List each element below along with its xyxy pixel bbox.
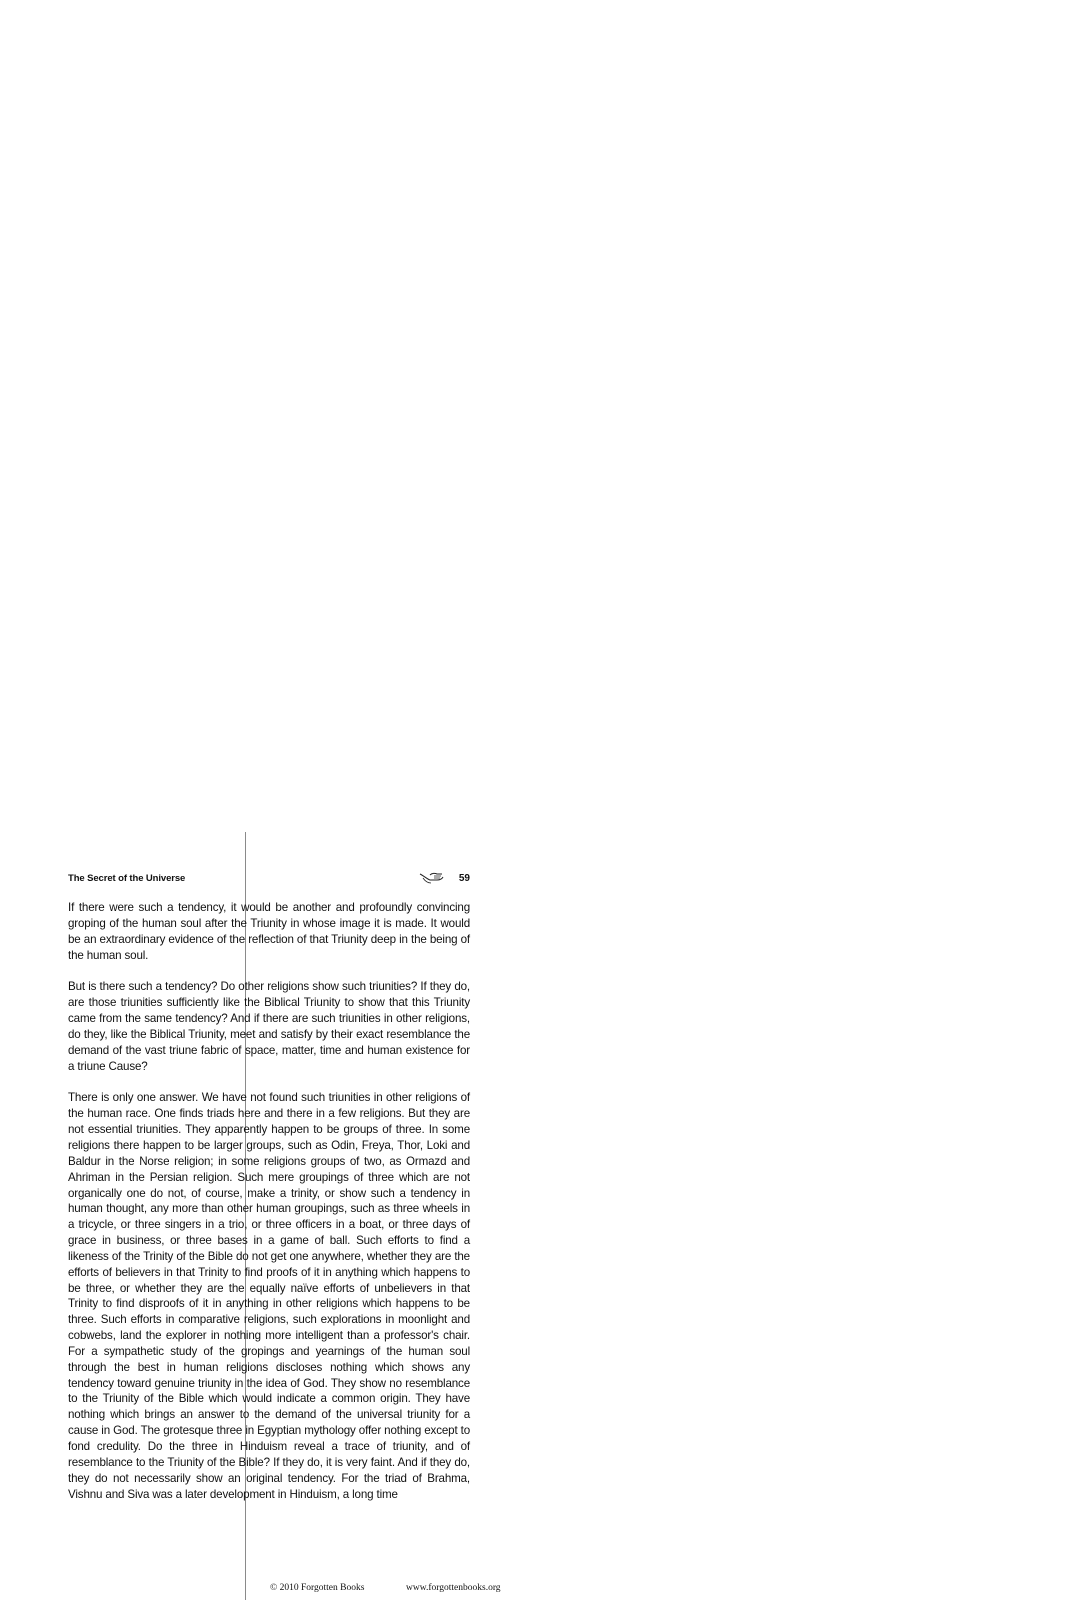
body-paragraph: But is there such a tendency? Do other religions show such triunities? If they do, are those triunities sufficiently like the Biblical Triunity to show that this Triunity came from the same tendency? And if there are such triunities in other religions, do they, like the Biblical Triunity, meet and satisfy by their exact resemblance the demand of the vast triune fabric of space, matter, time and human existence for a triune Cause? — [68, 980, 470, 1073]
footer-url: www.forgottenbooks.org — [406, 1583, 501, 1593]
pointing-hand-icon — [419, 871, 445, 885]
book-page — [68, 870, 470, 1518]
running-head-right — [419, 871, 470, 885]
running-title: The Secret of the Universe — [68, 872, 186, 884]
page-number: 59 — [458, 872, 470, 884]
footer-copyright: © 2010 Forgotten Books — [270, 1583, 365, 1593]
body-paragraph: There is only one answer. We have not found such triunities in other religions of the human race. One finds triads here and there in a few religions. But they are not essential triunities. They apparently happen to be groups of three. In some religions there happen to be larger groups, such as Odin, Freya, Thor, Loki and Baldur in the Norse religion; in some religions groups of two, as Ormazd and Ahriman in the Persian religion. Such mere groupings of three which are not organically one do not, of course, make a trinity, or show such a tendency in human thought, any more than other human groupings, such as three wheels in a tricycle, or three singers in a trio, or three officers in a boat, or three days of grace in business, or three bases in a game of ball. Such efforts to find a likeness of the Trinity of the Bible do not get one anywhere, whether they are the efforts of believers in that Trinity to find proofs of it in anything which happens to be three, or whether they are the equally naïve efforts of unbelievers in that Trinity to find disproofs of it in anything in other religions which happens to be three. Such efforts in comparative religions, such explorations in moonlight and cobwebs, land the explorer in nothing more intelligent than a professor's chair. For a sympathetic study of the gropings and yearnings of the human soul through the best in human religions discloses nothing which shows any tendency toward genuine triunity in the idea of God. They show no resemblance to the Triunity of the Bible which would indicate a common origin. They have nothing which brings an answer to the demand of the universal triunity for a cause in God. The grotesque three in Egyptian mythology offer nothing except to fond credulity. Do the three in Hinduism reveal a trace of triunity, and of resemblance to the Triunity of the Bible? If they do, it is very faint. And if they do, they do not necessarily show an original tendency. For the triad of Brahma, Vishnu and Siva was a later development in Hinduism, a long time — [68, 1091, 470, 1501]
running-head — [68, 870, 470, 886]
body-paragraph: If there were such a tendency, it would be another and profoundly convincing groping of the human soul after the Triunity in whose image it is made. It would be an extraordinary evidence of the reflection of that Triunity deep in the being of the human soul. — [68, 901, 470, 962]
